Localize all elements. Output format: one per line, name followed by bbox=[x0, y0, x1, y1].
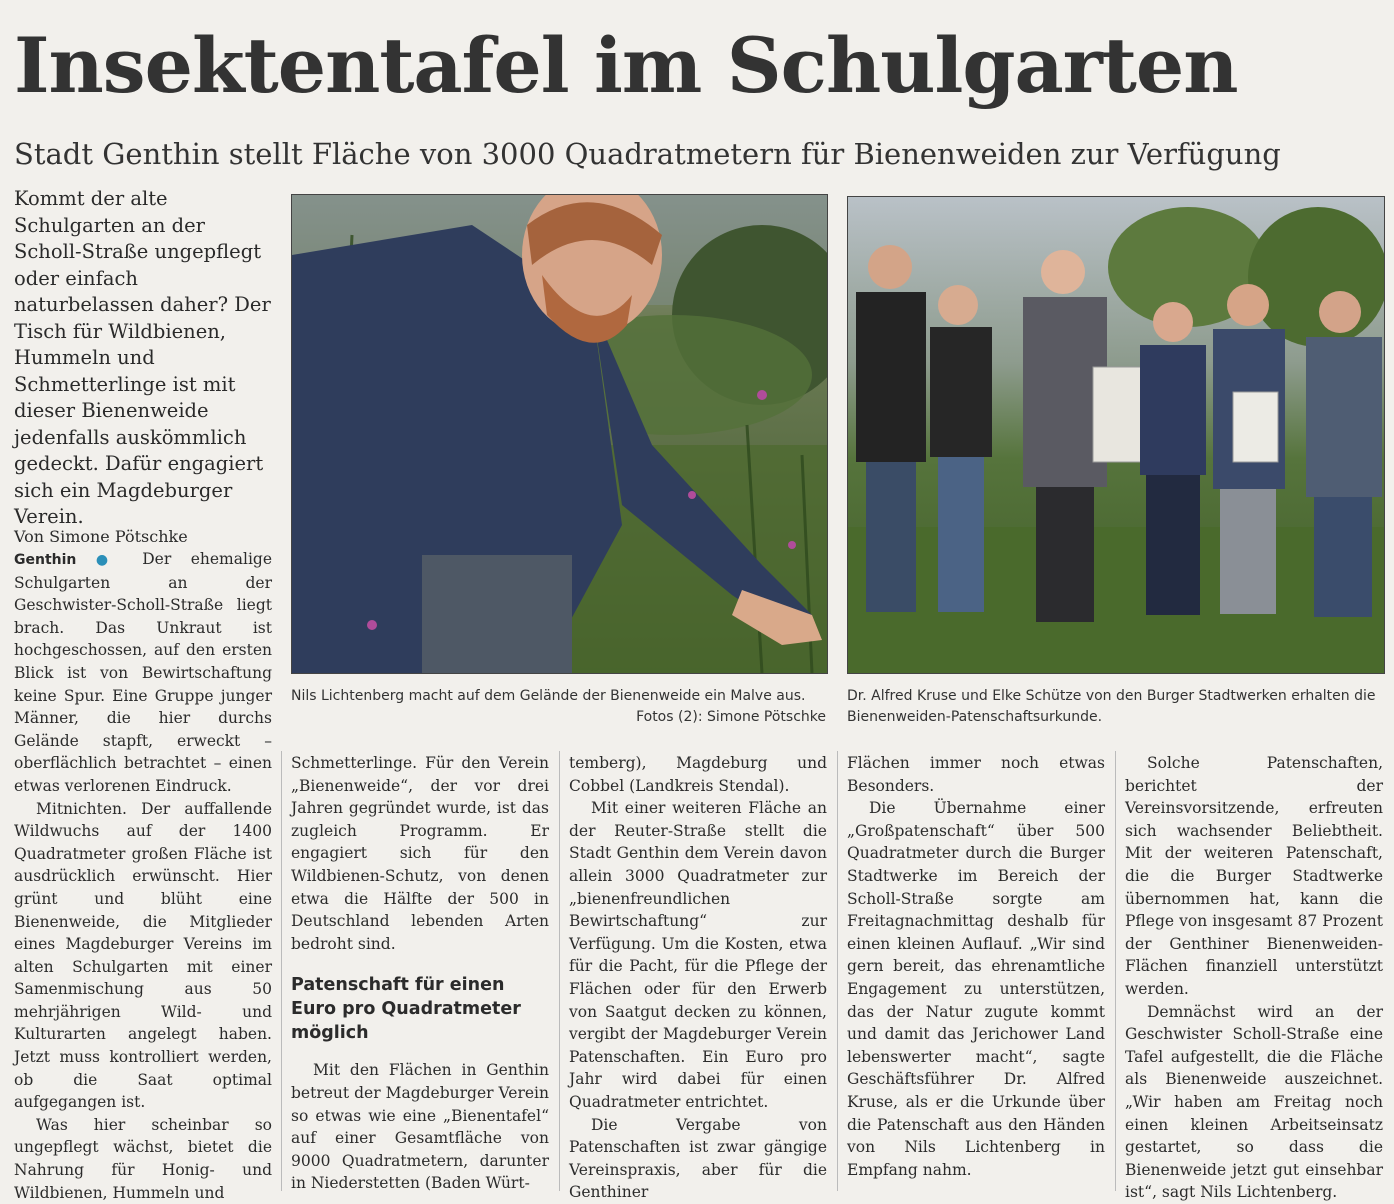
col4-paragraph-2: Die Übernahme einer „Großpatenschaft“ über 500 Quadratmeter durch die Burger Stadtwerke im Bereich der Scholl-Straße sorgte am Freitagnachmittag deshalb für einen kleinen Auflauf. „Wir sind gern bereit, das ehrenamtliche Engagement zu unterstützen, das der Natur zugute kommt und damit das Jerichower Land lebenswerter macht“, sagte Geschäftsführer Dr. Alfred Kruse, als er die Urkunde über die Patenschaft aus den Händen von Nils Lichtenberg in Empfang nahm. bbox=[847, 799, 1105, 1179]
col1-paragraph-1 bbox=[14, 548, 272, 798]
photo1-caption bbox=[291, 686, 826, 728]
article-column-1 bbox=[14, 526, 272, 1204]
photo-man-in-meadow-image bbox=[292, 195, 827, 673]
location-dot-icon: ● bbox=[95, 552, 123, 568]
col2-paragraph-1: Schmetterlinge. Für den Verein „Bienenweide“, der vor drei Jahren gegründet wurde, ist das zugleich Programm. Er engagiert sich für den Wildbienen-Schutz, von denen etwa die Hälfte der 500 in Deutschland lebenden Arten bedroht sind. bbox=[291, 754, 549, 953]
col3-paragraph-2: Mit einer weiteren Fläche an der Reuter-Straße stellt die Stadt Genthin dem Verein davon allein 3000 Quadratmeter zur „bienenfreundlichen Bewirtschaftung“ zur Verfügung. Um die Kosten, etwa für die Pacht, für die Pflege der Flächen oder für den Erwerb von Saatgut decken zu können, vergibt der Magdeburger Verein Patenschaften. Ein Euro pro Jahr wird dabei für einen Quadratmeter entrichtet. bbox=[569, 799, 827, 1111]
photo1-credit: Fotos (2): Simone Pötschke bbox=[636, 709, 826, 725]
col1-paragraph-3: Was hier scheinbar so ungepflegt wächst, bietet die Nahrung für Honig- und Wildbienen, Hummeln und bbox=[14, 1115, 272, 1202]
photo-group-image bbox=[848, 197, 1384, 673]
col3-paragraph-1: temberg), Magdeburg und Cobbel (Landkreis Stendal). bbox=[569, 754, 827, 795]
col2-paragraph-2: Mit den Flächen in Genthin betreut der Magdeburger Verein so etwas wie eine „Bienentafel“ auf einer Gesamtfläche von 9000 Quadratmetern, darunter in Niederstetten (Baden Würt- bbox=[291, 1061, 549, 1193]
col1-paragraph-1-text: Der ehemalige Schulgarten an der Geschwister-Scholl-Straße liegt brach. Das Unkraut ist hochgeschossen, auf den ersten Blick ist von Bewirtschaftung keine Spur. Eine Gruppe junger Männer, die hier durchs Gelände stapft, erweckt – oberflächlich betrachtet – einen etwas verlorenen Eindruck. bbox=[14, 550, 273, 795]
col4-paragraph-1: Flächen immer noch etwas Besonders. bbox=[847, 754, 1105, 795]
location: Genthin bbox=[14, 552, 77, 568]
article-column-4 bbox=[847, 752, 1105, 1181]
article-column-5 bbox=[1125, 752, 1383, 1204]
col5-paragraph-1: Solche Patenschaften, berichtet der Vereinsvorsitzende, erfreuten sich wachsender Beliebtheit. Mit der weiteren Patenschaft, die die Burger Stadtwerke übernommen hat, kann die Pflege von insgesamt 87 Prozent der Genthiner Bienenweiden-Flächen finanziell unterstützt werden. bbox=[1125, 754, 1383, 998]
column-divider bbox=[281, 751, 282, 1191]
photo-group-with-certificate bbox=[847, 196, 1385, 674]
headline: Insektentafel im Schulgarten bbox=[14, 21, 1238, 110]
section-subhead: Patenschaft für einen Euro pro Quadratmeter möglich bbox=[291, 975, 521, 1044]
article-column-2 bbox=[291, 752, 549, 1195]
lead-paragraph: Kommt der alte Schulgarten an der Scholl-Straße ungepflegt oder einfach naturbelassen daher? Der Tisch für Wildbienen, Hummeln und Schmetterlinge ist mit dieser Bienenweide jedenfalls auskömmlich gedeckt. Dafür engagiert sich ein Magdeburger Verein. bbox=[14, 187, 271, 528]
photo-man-in-meadow bbox=[291, 194, 828, 674]
column-divider bbox=[559, 751, 560, 1191]
photo2-caption-text: Dr. Alfred Kruse und Elke Schütze von den Burger Stadtwerken erhalten die Bienenweiden-Patenschaftsurkunde. bbox=[847, 688, 1376, 725]
column-divider bbox=[1115, 751, 1116, 1191]
subheadline: Stadt Genthin stellt Fläche von 3000 Quadratmetern für Bienenweiden zur Verfügung bbox=[14, 137, 1281, 171]
col1-paragraph-2: Mitnichten. Der auffallende Wildwuchs auf der 1400 Quadratmeter großen Fläche ist ausdrücklich erwünscht. Hier grünt und blüht eine Bienenweide, die Mitglieder eines Magdeburger Vereins im alten Schulgarten mit einer Samenmischung aus 50 mehrjährigen Wild- und Kulturarten angelegt haben. Jetzt muss kontrolliert werden, ob die Saat optimal aufgegangen ist. bbox=[14, 799, 272, 1112]
photo2-caption bbox=[847, 686, 1383, 728]
col5-paragraph-2: Demnächst wird an der Geschwister Scholl-Straße eine Tafel aufgestellt, die die Fläche als Bienenweide auszeichnet. „Wir haben am Freitag noch einen kleinen Arbeitseinsatz gestartet, so dass die Bienenweide jetzt gut einsehbar ist“, sagt Nils Lichtenberg. bbox=[1125, 1002, 1383, 1202]
byline: Von Simone Pötschke bbox=[14, 527, 188, 546]
photo1-caption-text: Nils Lichtenberg macht auf dem Gelände der Bienenweide ein Malve aus. bbox=[291, 688, 806, 704]
article-column-3 bbox=[569, 752, 827, 1204]
column-divider bbox=[837, 751, 838, 1191]
col3-paragraph-3: Die Vergabe von Patenschaften ist zwar gängige Vereinspraxis, aber für die Genthiner bbox=[569, 1115, 827, 1202]
